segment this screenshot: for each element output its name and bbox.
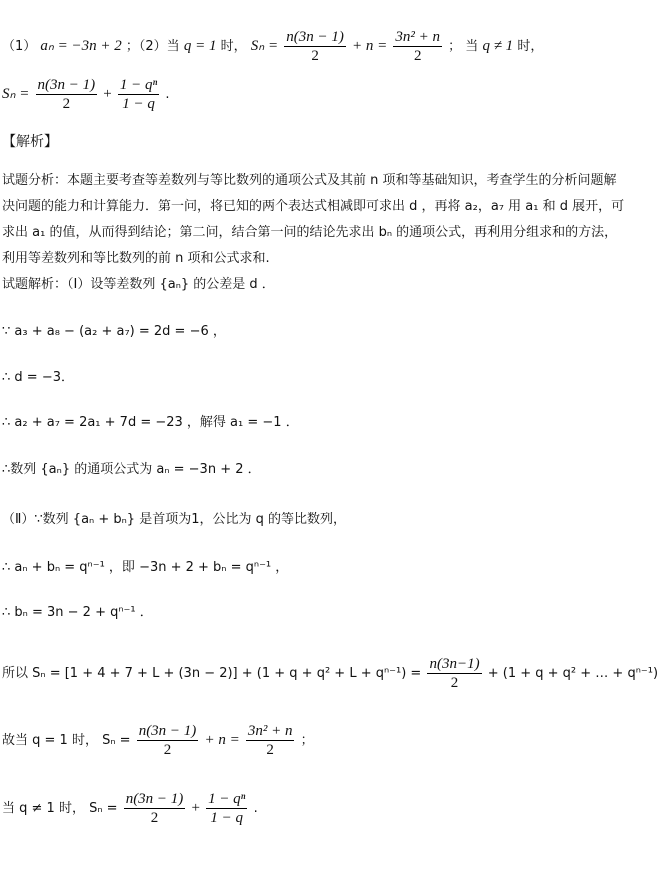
solution-line-3: ∴ d = −3．: [2, 370, 74, 385]
time-text: 时，: [220, 39, 247, 54]
fraction-numerator: n(3n − 1): [37, 77, 96, 93]
fraction-numerator: 1 − qⁿ: [119, 77, 158, 93]
solution-line-9: [2, 655, 658, 692]
condition-q-neq-1: q ≠ 1: [482, 38, 514, 54]
period: .: [165, 87, 170, 102]
plus-sign: +: [103, 86, 112, 102]
fraction-denominator: 2: [163, 742, 172, 758]
period: .: [253, 801, 258, 816]
fraction-denominator: 2: [311, 48, 319, 64]
fraction: [124, 790, 186, 827]
separator-2: ； 当: [448, 39, 479, 54]
fraction: [118, 76, 159, 113]
solution-line-4: ∴ a₂ + a₇ = 2a₁ + 7d = −23 ，解得 a₁ = −1 ．: [2, 415, 299, 430]
solution-line-8: ∴ bₙ = 3n − 2 + qⁿ⁻¹ ．: [2, 605, 153, 620]
separator: ；（2）当: [125, 39, 180, 54]
answer-line-2: [2, 76, 170, 113]
answer-line-1: [2, 28, 543, 65]
case-prefix: 故当 q = 1 时， Sₙ =: [2, 733, 131, 748]
solution-line-11: [2, 790, 258, 827]
solution-line-2: ∵ a₃ + a₈ − (a₂ + a₇) = 2d = −6 ，: [2, 324, 226, 339]
fraction-denominator: 2: [266, 742, 274, 758]
part1-label: （1）: [2, 39, 37, 54]
fraction-denominator: 2: [62, 96, 71, 112]
fraction-denominator: 1 − q: [122, 96, 155, 112]
fraction-denominator: 2: [150, 810, 159, 826]
fraction-numerator: 3n² + n: [395, 29, 441, 45]
analysis-paragraph: 试题分析：本题主要考查等差数列与等比数列的通项公式及其前 n 项和等基础知识，考查学生的分析问题解决问题的能力和计算能力．第一问，将已知的两个表达式相减即可求出 d ，再将 a₂，a₇ 用 a₁ 和 d 展开，可求出 a₁ 的值，从而得到结论；第二问，结合第一问的结论先求出 bₙ 的通项公式，再利用分组求和的方法，利用等差数列和等比数列的前 n 项和公式求和.: [2, 173, 625, 266]
fraction: [137, 722, 199, 759]
case-prefix: 当 q ≠ 1 时， Sₙ =: [2, 801, 118, 816]
fraction: [36, 76, 98, 113]
section-heading: 【解析】: [2, 134, 58, 150]
fraction-numerator: 1 − qⁿ: [208, 791, 246, 807]
fraction: [393, 28, 442, 65]
sum-suffix: + (1 + q + q² + … + qⁿ⁻¹): [487, 666, 658, 681]
fraction-numerator: n(3n−1): [429, 656, 480, 672]
fraction: [427, 655, 481, 692]
part1-formula: aₙ = −3n + 2: [40, 38, 122, 54]
fraction-numerator: n(3n − 1): [286, 29, 344, 45]
semicolon: ；: [300, 733, 314, 748]
fraction-denominator: 2: [413, 48, 422, 64]
fraction: [206, 790, 247, 827]
solution-line-7: ∴ aₙ + bₙ = qⁿ⁻¹ ，即 −3n + 2 + bₙ = qⁿ⁻¹ ，: [2, 560, 289, 575]
sum-prefix: 所以 Sₙ = [1 + 4 + 7 + L + (3n − 2)] + (1 + q + q² + L + qⁿ⁻¹) =: [2, 666, 422, 681]
fraction-numerator: n(3n − 1): [125, 791, 184, 807]
condition-q-eq-1: q = 1: [183, 38, 217, 54]
fraction: [284, 28, 346, 65]
fraction-denominator: 2: [450, 675, 459, 691]
solution-line-10: [2, 722, 314, 759]
fraction: [246, 722, 295, 759]
sn-prefix: Sₙ =: [2, 86, 30, 102]
plus-n: + n =: [352, 38, 388, 54]
plus-sign: +: [191, 800, 200, 816]
fraction-denominator: 1 − q: [210, 810, 244, 826]
solution-line-5: ∴数列 {aₙ} 的通项公式为 aₙ = −3n + 2 ．: [2, 462, 261, 477]
solution-line-1: 试题解析：（Ⅰ）设等差数列 {aₙ} 的公差是 d ．: [2, 277, 275, 292]
fraction-numerator: n(3n − 1): [138, 723, 197, 739]
time-text-2: 时，: [517, 39, 544, 54]
sn-prefix: Sₙ =: [250, 38, 279, 54]
solution-line-6: （Ⅱ）∵数列 {aₙ + bₙ} 是首项为1，公比为 q 的等比数列，: [2, 512, 346, 527]
fraction-numerator: 3n² + n: [247, 723, 293, 739]
plus-n: + n =: [204, 732, 240, 748]
